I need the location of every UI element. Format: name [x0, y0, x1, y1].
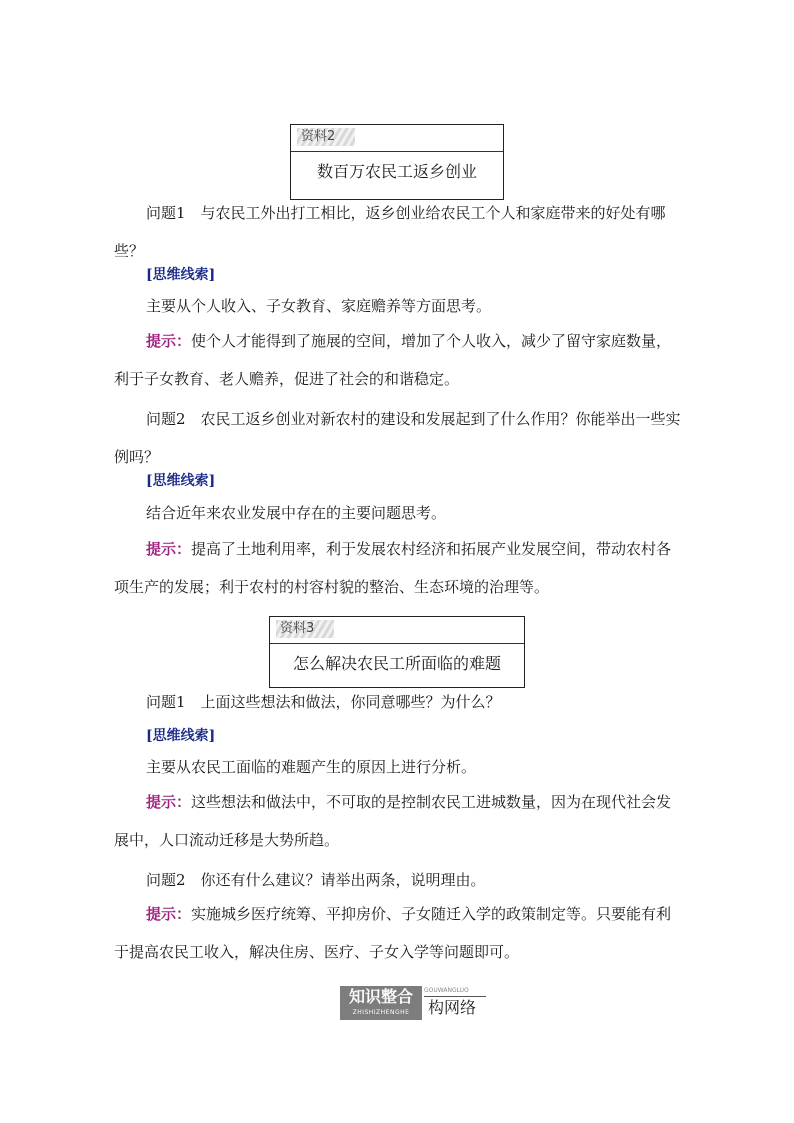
material-2-hint-1	[114, 322, 684, 398]
material-2-question-1: 问题1 与农民工外出打工相比，返乡创业给农民工个人和家庭带来的好处有哪些？	[114, 204, 666, 260]
material-3-title: 怎么解决农民工所面临的难题	[292, 654, 501, 673]
banner-title: 知识整合	[348, 987, 413, 1006]
material-3-hint-2	[114, 895, 684, 971]
think-label: [思维线索]	[146, 473, 216, 489]
hint-text: 提高了土地利用率，利于发展农村经济和拓展产业发展空间，带动农村各项生产的发展；利于农村的村容村貌的整治、生态环境的治理等。	[114, 540, 672, 596]
material-2-hint-2	[114, 530, 684, 606]
material-3-hint-1	[114, 783, 684, 859]
hint-text: 实施城乡医疗统筹、平抑房价、子女随迁入学的政策制定等。只要能有利于提高农民工收入，解决住房、医疗、子女入学等问题即可。	[114, 905, 672, 961]
material-3-question-2: 问题2 你还有什么建议？请举出两条，说明理由。	[146, 871, 486, 889]
section-banner	[340, 986, 486, 1020]
material-2-box	[290, 124, 504, 200]
banner-subtitle: 构网络	[428, 998, 477, 1017]
material-2-tag: 资料2	[297, 128, 355, 146]
material-3-tag: 资料3	[276, 620, 334, 638]
banner-right	[424, 986, 486, 1020]
think-label: [思维线索]	[146, 267, 216, 283]
material-2-question-2: 问题2 农民工返乡创业对新农村的建设和发展起到了什么作用？你能举出一些实例吗？	[114, 410, 681, 466]
material-2-think-2: 结合近年来农业发展中存在的主要问题思考。	[146, 504, 447, 522]
banner-pinyin: ZHISHIZHENGHE	[352, 1009, 410, 1016]
material-3-box	[269, 616, 525, 688]
box-divider	[291, 151, 503, 152]
material-3-think-1: 主要从农民工面临的难题产生的原因上进行分析。	[146, 758, 477, 776]
material-3-question-1: 问题1 上面这些想法和做法，你同意哪些？为什么？	[146, 693, 501, 711]
hint-label: 提示：	[146, 905, 192, 923]
hint-text: 使个人才能得到了施展的空间，增加了个人收入，减少了留守家庭数量，利于子女教育、老人赡养，促进了社会的和谐稳定。	[114, 332, 672, 388]
hint-label: 提示：	[146, 540, 192, 558]
material-2-title: 数百万农民工返乡创业	[316, 162, 477, 181]
banner-right-pinyin: GOUWANGLUO	[424, 986, 486, 997]
box-divider	[270, 643, 524, 644]
think-label: [思维线索]	[146, 728, 216, 744]
hint-label: 提示：	[146, 793, 192, 811]
material-2-think-1: 主要从个人收入、子女教育、家庭赡养等方面思考。	[146, 297, 492, 315]
hint-label: 提示：	[146, 332, 192, 350]
hint-text: 这些想法和做法中，不可取的是控制农民工进城数量，因为在现代社会发展中，人口流动迁移是大势所趋。	[114, 793, 672, 849]
banner-left	[340, 986, 422, 1020]
